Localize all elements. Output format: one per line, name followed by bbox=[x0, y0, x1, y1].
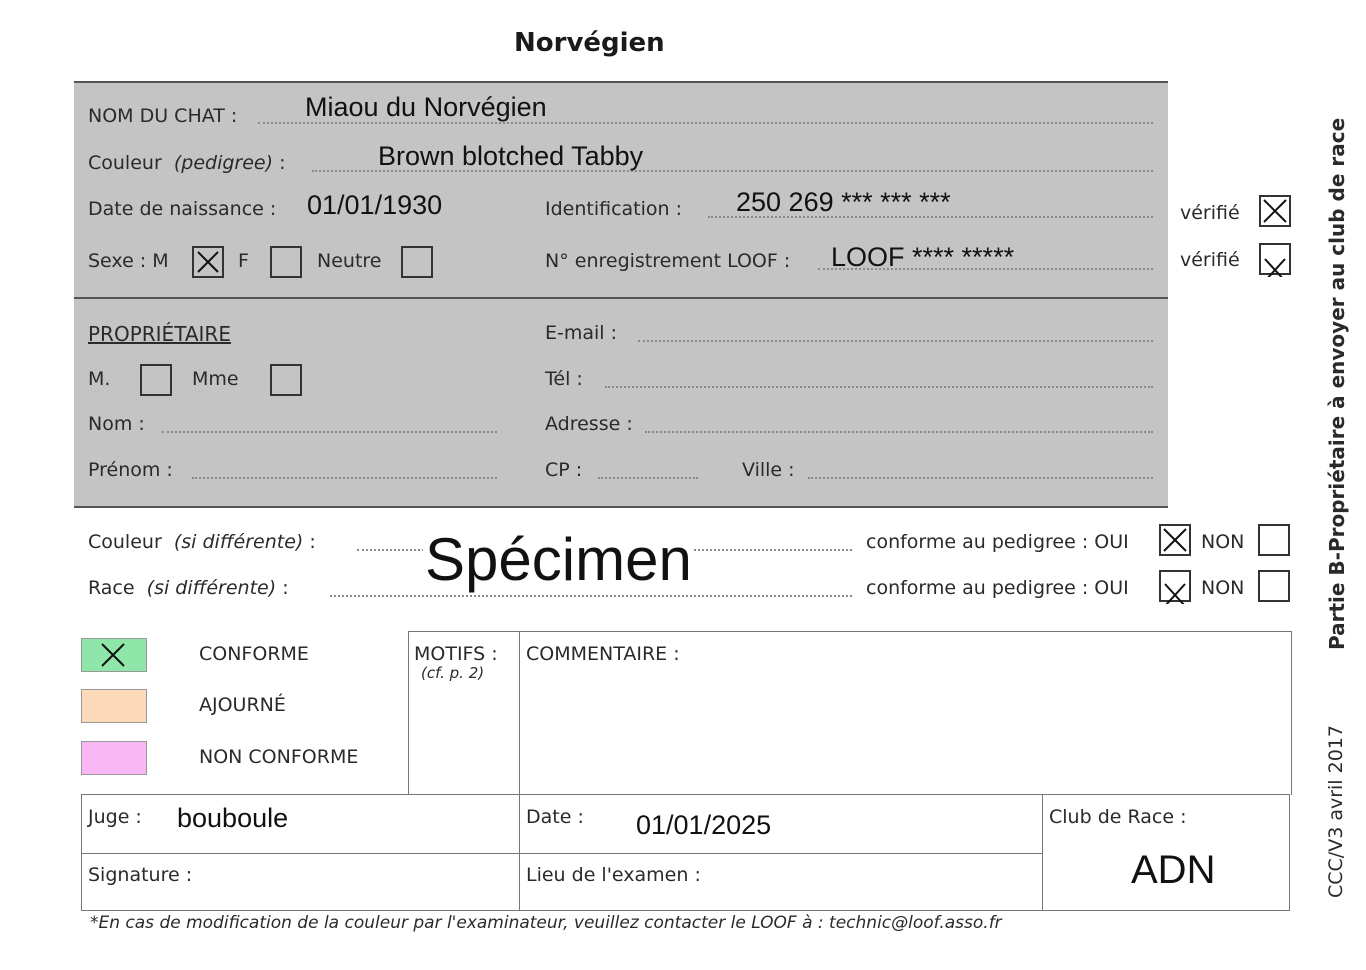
page-title: Norvégien bbox=[514, 28, 665, 58]
legend-conforme-label: CONFORME bbox=[199, 643, 309, 665]
race-diff-field[interactable] bbox=[330, 595, 852, 597]
race-conforme-label: conforme au pedigree : OUI bbox=[866, 577, 1129, 599]
color-oui-checkbox[interactable] bbox=[1159, 524, 1191, 556]
commentaire-label: COMMENTAIRE : bbox=[526, 643, 680, 665]
specimen-watermark: Spécimen bbox=[425, 526, 692, 593]
owner-ville-field[interactable] bbox=[808, 477, 1153, 479]
owner-m-label: M. bbox=[88, 368, 111, 390]
owner-adresse-field[interactable] bbox=[645, 431, 1153, 433]
club-value[interactable]: ADN bbox=[1131, 848, 1216, 892]
owner-tel-field[interactable] bbox=[605, 386, 1153, 388]
owner-email-label: E-mail : bbox=[545, 322, 618, 344]
check-x-icon bbox=[1261, 197, 1289, 225]
legend-conforme-swatch[interactable] bbox=[81, 638, 147, 672]
date-label: Date : bbox=[526, 806, 584, 828]
sex-m-checkbox[interactable] bbox=[192, 246, 224, 278]
owner-cp-label: CP : bbox=[545, 459, 583, 481]
race-non-label: NON bbox=[1201, 577, 1245, 599]
loof-verified-checkbox[interactable] bbox=[1259, 243, 1291, 275]
club-label: Club de Race : bbox=[1049, 806, 1187, 828]
owner-mme-label: Mme bbox=[192, 368, 239, 390]
owner-prenom-label: Prénom : bbox=[88, 459, 173, 481]
sex-label: Sexe : M bbox=[88, 250, 169, 272]
cat-name-label: NOM DU CHAT : bbox=[88, 105, 238, 127]
sex-neutre-checkbox[interactable] bbox=[401, 246, 433, 278]
check-x-icon bbox=[1261, 245, 1289, 277]
owner-tel-label: Tél : bbox=[545, 368, 583, 390]
check-x-icon bbox=[1161, 526, 1189, 554]
side-version: CCC/V3 avril 2017 bbox=[1325, 725, 1347, 898]
cat-color-value[interactable]: Brown blotched Tabby bbox=[378, 141, 644, 171]
legend-ajourne-swatch[interactable] bbox=[81, 689, 147, 723]
cat-color-label: Couleur (pedigree) : bbox=[88, 152, 286, 174]
dob-value[interactable]: 01/01/1930 bbox=[307, 190, 443, 220]
loof-verified-label: vérifié bbox=[1180, 249, 1240, 271]
check-x-icon bbox=[82, 639, 146, 671]
sex-f-label: F bbox=[238, 250, 249, 272]
loof-value[interactable]: LOOF **** ***** bbox=[831, 242, 1015, 272]
color-non-label: NON bbox=[1201, 531, 1245, 553]
owner-ville-label: Ville : bbox=[742, 459, 795, 481]
owner-nom-field[interactable] bbox=[162, 431, 497, 433]
footnote: *En cas de modification de la couleur par l'examinateur, veuillez contacter le LOOF à : technic@loof.asso.fr bbox=[90, 913, 1002, 933]
motifs-label: MOTIFS : bbox=[414, 643, 498, 665]
color-conforme-label: conforme au pedigree : OUI bbox=[866, 531, 1129, 553]
legend-non-conforme-label: NON CONFORME bbox=[199, 746, 359, 768]
identification-label: Identification : bbox=[545, 198, 683, 220]
check-x-icon bbox=[194, 248, 222, 276]
owner-nom-label: Nom : bbox=[88, 413, 145, 435]
race-diff-label: Race (si différente) : bbox=[88, 577, 289, 599]
date-value[interactable]: 01/01/2025 bbox=[636, 810, 772, 840]
owner-prenom-field[interactable] bbox=[192, 477, 497, 479]
identification-value[interactable]: 250 269 *** *** *** bbox=[736, 187, 951, 217]
juge-label: Juge : bbox=[88, 806, 142, 828]
signature-label: Signature : bbox=[88, 864, 193, 886]
loof-label: N° enregistrement LOOF : bbox=[545, 250, 791, 272]
owner-adresse-label: Adresse : bbox=[545, 413, 633, 435]
race-oui-checkbox[interactable] bbox=[1159, 570, 1191, 602]
owner-header: PROPRIÉTAIRE bbox=[88, 322, 231, 346]
id-verified-label: vérifié bbox=[1180, 202, 1240, 224]
id-verified-checkbox[interactable] bbox=[1259, 195, 1291, 227]
dob-label: Date de naissance : bbox=[88, 198, 277, 220]
owner-mme-checkbox[interactable] bbox=[270, 364, 302, 396]
sex-neutre-label: Neutre bbox=[317, 250, 382, 272]
motifs-sub: (cf. p. 2) bbox=[421, 664, 485, 682]
legend-ajourne-label: AJOURNÉ bbox=[199, 694, 286, 716]
race-non-checkbox[interactable] bbox=[1258, 570, 1290, 602]
owner-cp-field[interactable] bbox=[598, 477, 698, 479]
owner-m-checkbox[interactable] bbox=[140, 364, 172, 396]
side-instructions: Partie B-Propriétaire à envoyer au club de race bbox=[1325, 117, 1349, 650]
owner-email-field[interactable] bbox=[638, 340, 1153, 342]
color-non-checkbox[interactable] bbox=[1258, 524, 1290, 556]
cat-name-value[interactable]: Miaou du Norvégien bbox=[305, 92, 547, 122]
sex-f-checkbox[interactable] bbox=[270, 246, 302, 278]
color-diff-label: Couleur (si différente) : bbox=[88, 531, 316, 553]
owner-section bbox=[74, 299, 1168, 507]
legend-non-conforme-swatch[interactable] bbox=[81, 741, 147, 775]
juge-value[interactable]: bouboule bbox=[177, 803, 289, 833]
check-x-icon bbox=[1161, 572, 1189, 604]
lieu-label: Lieu de l'examen : bbox=[526, 864, 701, 886]
